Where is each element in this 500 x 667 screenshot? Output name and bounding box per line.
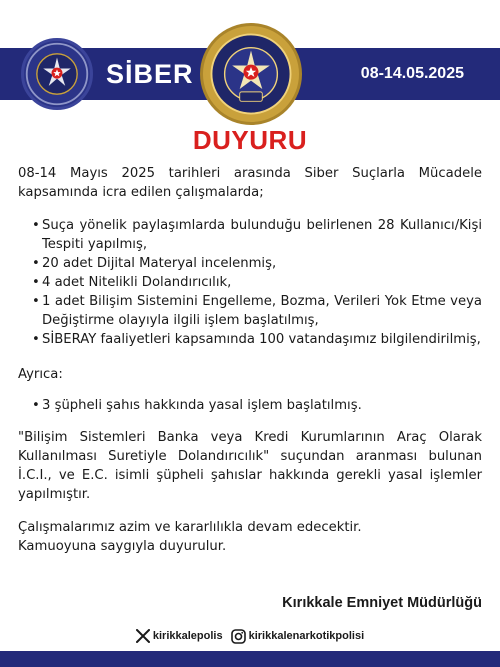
list-item: • SİBERAY faaliyetleri kapsamında 100 vatandaşımız bilgilendirilmiş, <box>32 330 482 349</box>
siber-title: SİBER <box>106 59 194 89</box>
list-item: • 20 adet Dijital Materyal incelenmiş, <box>32 254 482 273</box>
quote-paragraph: "Bilişim Sistemleri Banka veya Kredi Kurumlarının Araç Olarak Kullanılması Suretiyle Dolandırıcılık" suçundan aranması bulunan İ.C.I., ve E.C. isimli şüpheli şahıslar hakkında gerekli yasal işlemler yapılmıştır. <box>18 430 482 502</box>
footer-bar <box>0 651 500 667</box>
ayrica-list <box>18 396 482 415</box>
x-twitter-icon <box>136 629 150 643</box>
announcement-body <box>18 164 482 556</box>
x-handle: kirikkalepolis <box>152 630 223 642</box>
x-link[interactable] <box>136 629 223 643</box>
announcement-heading: DUYURU <box>192 125 308 155</box>
social-links <box>0 626 500 646</box>
list-item: • Suça yönelik paylaşımlarda bulunduğu belirlenen 28 Kullanıcı/Kişi Tespiti yapılmış, <box>32 216 482 254</box>
signature: Kırıkkale Emniyet Müdürlüğü <box>282 595 482 611</box>
closing-line-1: Çalışmalarımız azim ve kararlılıkla devam edecektir. <box>18 520 362 535</box>
list-item: • 3 şüpheli şahıs hakkında yasal işlem başlatılmış. <box>32 396 482 415</box>
instagram-handle: kirikkalenarkotikpolisi <box>248 630 365 642</box>
intro-paragraph: 08-14 Mayıs 2025 tarihleri arasında Siber Suçlarla Mücadele kapsamında icra edilen çalışmalarda; <box>18 166 482 200</box>
ayrica-label: Ayrıca: <box>18 367 63 382</box>
list-item: • 4 adet Nitelikli Dolandırıcılık, <box>32 273 482 292</box>
results-list <box>18 216 482 349</box>
closing-line-2: Kamuoyuna saygıyla duyurulur. <box>18 539 227 554</box>
siber-mucadele-badge-icon <box>21 38 93 110</box>
date-range: 08-14.05.2025 <box>360 65 464 82</box>
emniyet-mudurlugu-seal-icon <box>200 23 302 125</box>
instagram-link[interactable] <box>231 629 365 644</box>
list-item: • 1 adet Bilişim Sistemini Engelleme, Bozma, Verileri Yok Etme veya Değiştirme olayıyla ilgili işlem başlatılmış, <box>32 292 482 330</box>
instagram-icon <box>231 629 246 644</box>
